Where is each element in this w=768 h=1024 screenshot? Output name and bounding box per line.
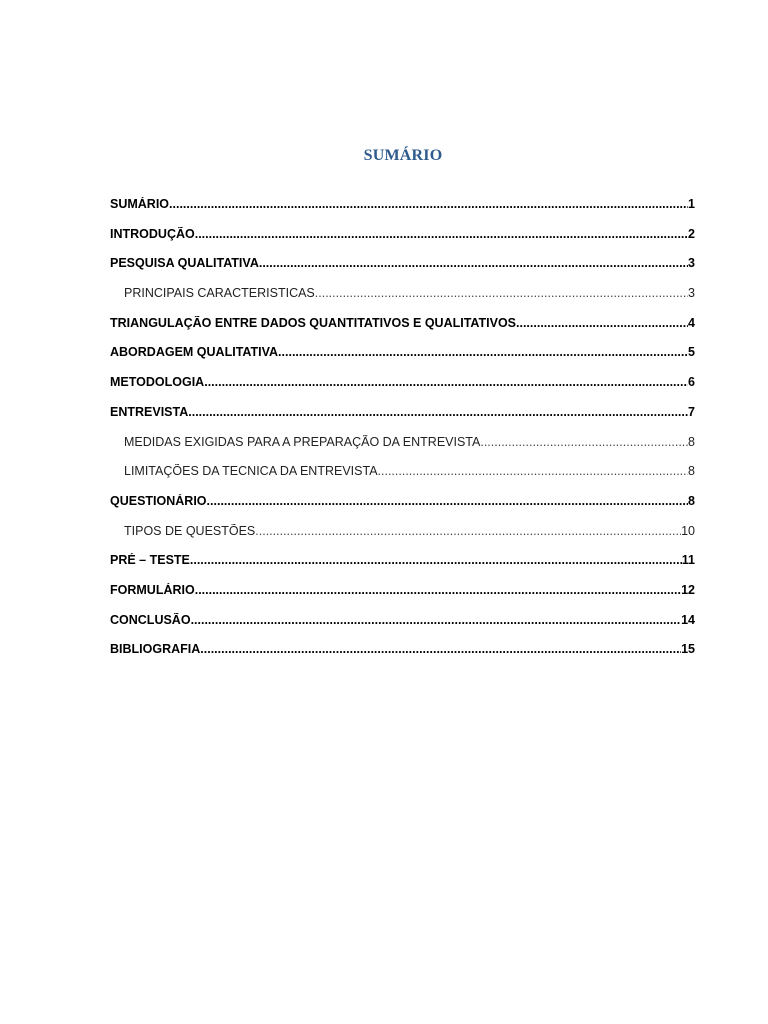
toc-entry-introducao[interactable] [110,227,695,257]
toc-page-number: 8 [688,464,695,479]
toc-entry-pesquisa-qualitativa[interactable] [110,256,695,286]
toc-dot-leader [195,227,688,241]
toc-entry-entrevista[interactable] [110,405,695,435]
toc-entry-label: METODOLOGIA [110,375,205,390]
toc-entry-label: QUESTIONÁRIO [110,493,207,508]
toc-entry-sumario[interactable] [110,197,695,227]
toc-page-number: 4 [688,315,695,330]
toc-entry-label: SUMÁRIO [110,197,170,211]
toc-page-number: 6 [688,375,695,390]
toc-entry-metodologia[interactable] [110,375,695,405]
toc-dot-leader [315,286,688,300]
toc-entry-medidas-exigidas[interactable] [110,435,695,465]
toc-dot-leader [259,256,688,270]
toc-page-number: 8 [688,493,695,508]
toc-entry-label: PRÉ – TESTE [110,553,190,568]
toc-title: SUMÁRIO [363,147,443,164]
toc-dot-leader [191,613,682,627]
toc-dot-leader [255,524,681,538]
toc-dot-leader [480,435,688,449]
toc-dot-leader [516,316,688,330]
toc-dot-leader [378,464,689,478]
toc-dot-leader [278,345,688,359]
toc-entry-limitacoes-tecnica[interactable] [110,464,695,494]
toc-entry-label: CONCLUSÃO [110,612,191,627]
toc-entry-triangulacao[interactable] [110,316,695,346]
toc-entry-questionario[interactable] [110,494,695,524]
toc-dot-leader [188,405,688,419]
toc-page-number: 11 [681,553,695,568]
toc-entry-label: PRINCIPAIS CARACTERISTICAS [124,286,315,301]
toc-page-number: 3 [688,286,695,301]
toc-page-number: 15 [681,642,695,657]
toc-page-number: 2 [688,226,695,241]
toc-entry-bibliografia[interactable] [110,642,695,672]
toc-dot-leader [204,375,688,389]
toc-page-number: 5 [688,345,695,360]
table-of-contents [110,197,695,672]
toc-page-number: 3 [688,256,695,271]
toc-entry-tipos-de-questoes[interactable] [110,524,695,554]
toc-dot-leader [195,583,681,597]
toc-page-number: 10 [681,523,695,538]
toc-entry-label: PESQUISA QUALITATIVA [110,256,259,271]
toc-entry-principais-caracteristicas[interactable] [110,286,695,316]
toc-entry-label: ABORDAGEM QUALITATIVA [110,345,279,360]
toc-dot-leader [169,197,688,211]
toc-entry-label: BIBLIOGRAFIA [110,642,201,657]
toc-entry-label: INTRODUÇÃO [110,226,195,241]
toc-entry-abordagem-qualitativa[interactable] [110,345,695,375]
toc-dot-leader [200,642,681,656]
toc-dot-leader [190,553,682,567]
toc-page-number: 14 [681,612,695,627]
toc-entry-conclusao[interactable] [110,613,695,643]
toc-page-number: 7 [688,404,695,419]
toc-entry-label: LIMITAÇÕES DA TECNICA DA ENTREVISTA [124,464,378,479]
toc-entry-pre-teste[interactable] [110,553,695,583]
toc-page-number: 8 [688,434,695,449]
toc-entry-label: MEDIDAS EXIGIDAS PARA A PREPARAÇÃO DA ENTREVISTA [124,434,481,449]
toc-entry-label: TRIANGULAÇÃO ENTRE DADOS QUANTITATIVOS E QUALITATIVOS [110,315,517,330]
toc-entry-label: FORMULÁRIO [110,582,195,597]
toc-entry-label: ENTREVISTA [110,404,189,419]
toc-entry-label: TIPOS DE QUESTÕES [124,523,256,538]
toc-page-number: 1 [688,197,695,211]
toc-entry-formulario[interactable] [110,583,695,613]
toc-page-number: 12 [681,582,695,597]
toc-dot-leader [207,494,689,508]
